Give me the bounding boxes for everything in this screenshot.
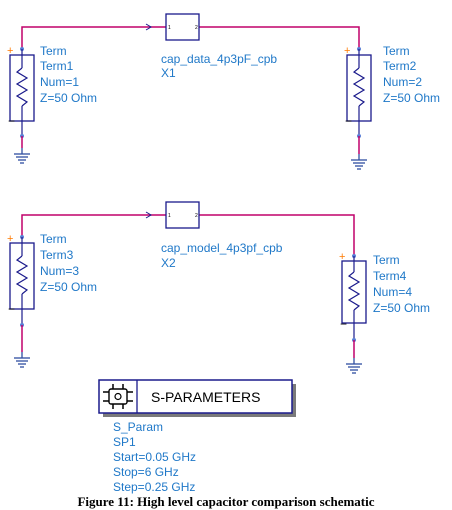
term4-minus: − [340, 317, 348, 331]
term1-plus: + [7, 45, 14, 57]
sparam-step: Step=0.25 GHz [113, 480, 196, 494]
circuit-2 [7, 202, 430, 373]
sparam-type: S_Param [113, 420, 164, 434]
x1-instance-id: X1 [161, 66, 176, 80]
x1-pin1-label: 1 [168, 25, 171, 31]
term3-minus: − [8, 302, 16, 316]
term2-minus: − [345, 114, 353, 128]
term3-type: Term [40, 232, 67, 246]
sparam-start: Start=0.05 GHz [113, 450, 197, 464]
sparam-stop: Stop=6 GHz [113, 465, 179, 479]
x2-pin2-label: 2 [195, 213, 198, 219]
x1-pin2-label: 2 [195, 25, 198, 31]
term1-type: Term [40, 44, 67, 58]
term2-num: Num=2 [383, 75, 423, 89]
term4-num: Num=4 [373, 285, 413, 299]
x1-component-name: cap_data_4p3pF_cpb [161, 52, 278, 66]
term1-minus: − [8, 114, 16, 128]
term2-plus: + [344, 45, 351, 57]
term1-symbol[interactable] [7, 45, 34, 138]
term4-plus: + [339, 251, 346, 263]
term1-name: Term1 [40, 59, 74, 73]
x2-pin1-label: 1 [168, 213, 171, 219]
ground-icon [351, 154, 367, 169]
term1-num: Num=1 [40, 75, 80, 89]
term2-type: Term [383, 44, 410, 58]
sparam-title: S-PARAMETERS [151, 389, 261, 405]
term4-impedance: Z=50 Ohm [373, 301, 431, 315]
term3-num: Num=3 [40, 264, 80, 278]
term2-symbol[interactable] [344, 45, 371, 138]
term3-plus: + [7, 233, 14, 245]
term3-impedance: Z=50 Ohm [40, 280, 98, 294]
sparam-name: SP1 [113, 435, 136, 449]
term4-name: Term4 [373, 269, 407, 283]
wire-net-2[interactable] [199, 27, 361, 51]
figure-caption: Figure 11: High level capacitor comparison schematic [77, 494, 375, 509]
term4-type: Term [373, 253, 400, 267]
ground-icon [14, 352, 30, 367]
term3-name: Term3 [40, 248, 74, 262]
term1-impedance: Z=50 Ohm [40, 91, 98, 105]
term4-symbol[interactable] [339, 251, 366, 342]
ground-icon [346, 358, 362, 373]
term3-symbol[interactable] [7, 233, 34, 327]
term2-impedance: Z=50 Ohm [383, 91, 441, 105]
sparam-controller[interactable] [99, 380, 296, 417]
term2-name: Term2 [383, 59, 417, 73]
ground-icon [14, 148, 30, 163]
x2-instance-id: X2 [161, 256, 176, 270]
circuit-1 [7, 14, 440, 169]
x2-component-name: cap_model_4p3pf_cpb [161, 241, 283, 255]
